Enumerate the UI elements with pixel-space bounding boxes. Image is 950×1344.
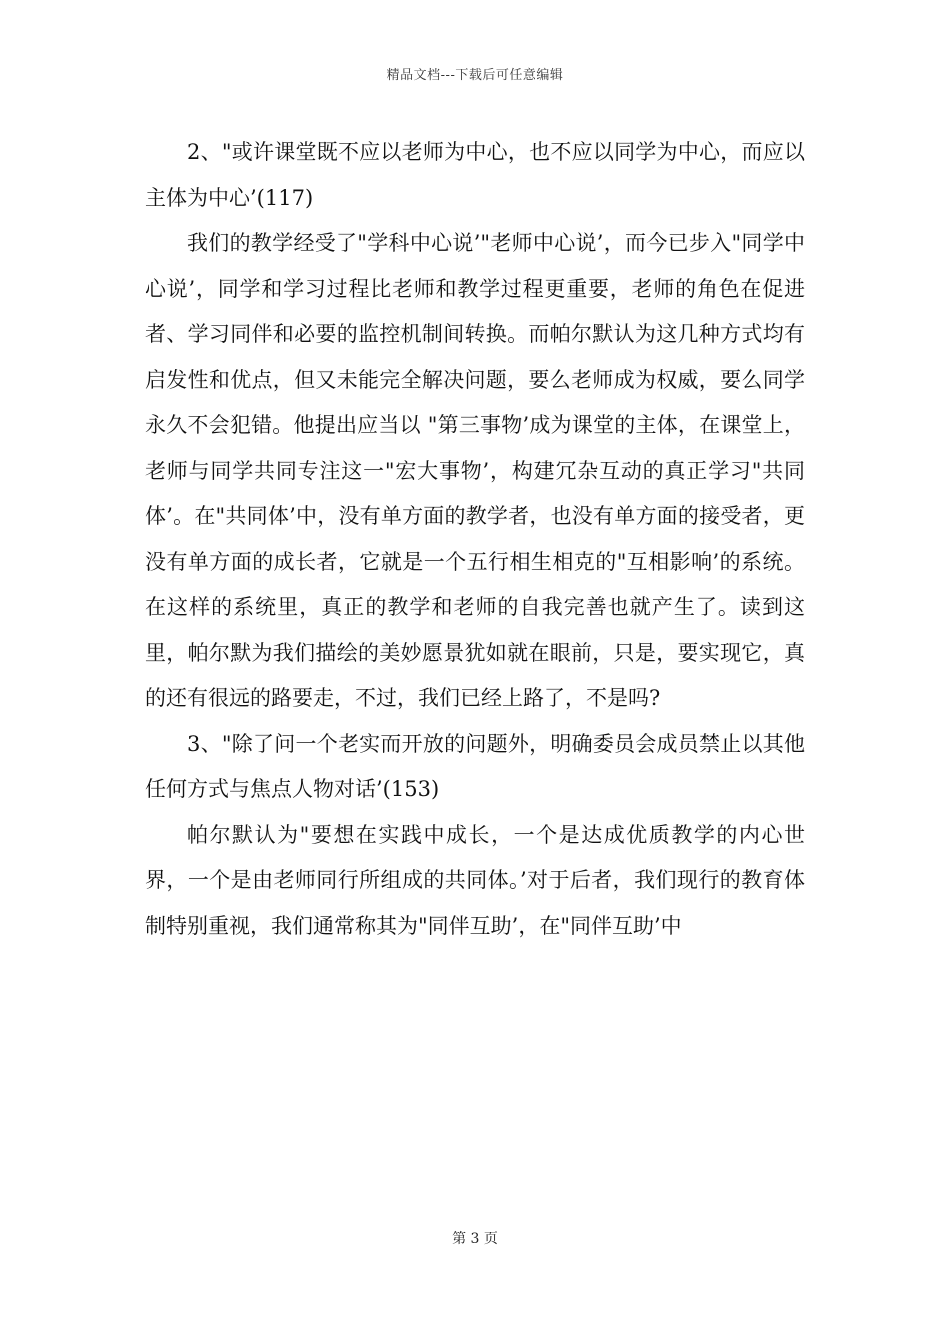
paragraph-3: 3、"除了问一个老实而开放的问题外，明确委员会成员禁止以其他任何方式与焦点人物对话’(153) xyxy=(145,731,805,801)
paragraph-4: 帕尔默认为"要想在实践中成长，一个是达成优质教学的内心世界，一个是由老师同行所组成的共同体。’对于后者，我们现行的教育体制特别重视，我们通常称其为"同伴互助’，在"同伴互助’中 xyxy=(145,822,805,938)
paragraph-1: 2、"或许课堂既不应以老师为中心，也不应以同学为中心，而应以主体为中心’(117) xyxy=(145,140,805,210)
page-number: 第 3 页 xyxy=(452,1231,498,1247)
page-header: 精品文档---下载后可任意编辑 xyxy=(386,68,564,83)
paragraph-2: 我们的教学经受了"学科中心说’"老师中心说’，而今已步入"同学中心说’，同学和学习过程比老师和教学过程更重要，老师的角色在促进者、学习同伴和必要的监控机制间转换。而帕尔默认为这几种方式均有启发性和优点，但又未能完全解决问题，要么老师成为权威，要么同学永久不会犯错。他提出应当以 "第三事物’成为课堂的主体，在课堂上，老师与同学共同专注这一"宏大事物’，构建冗杂互动的真正学习"共同体’。在"共同体’中，没有单方面的教学者，也没有单方面的接受者，更没有单方面的成长者，它就是一个五行相生相克的"互相影响’的系统。在这样的系统里，真正的教学和老师的自我完善也就产生了。读到这里，帕尔默为我们描绘的美妙愿景犹如就在眼前，只是，要实现它，真的还有很远的路要走，不过，我们已经上路了，不是吗? xyxy=(145,231,805,710)
document-body xyxy=(145,130,805,949)
